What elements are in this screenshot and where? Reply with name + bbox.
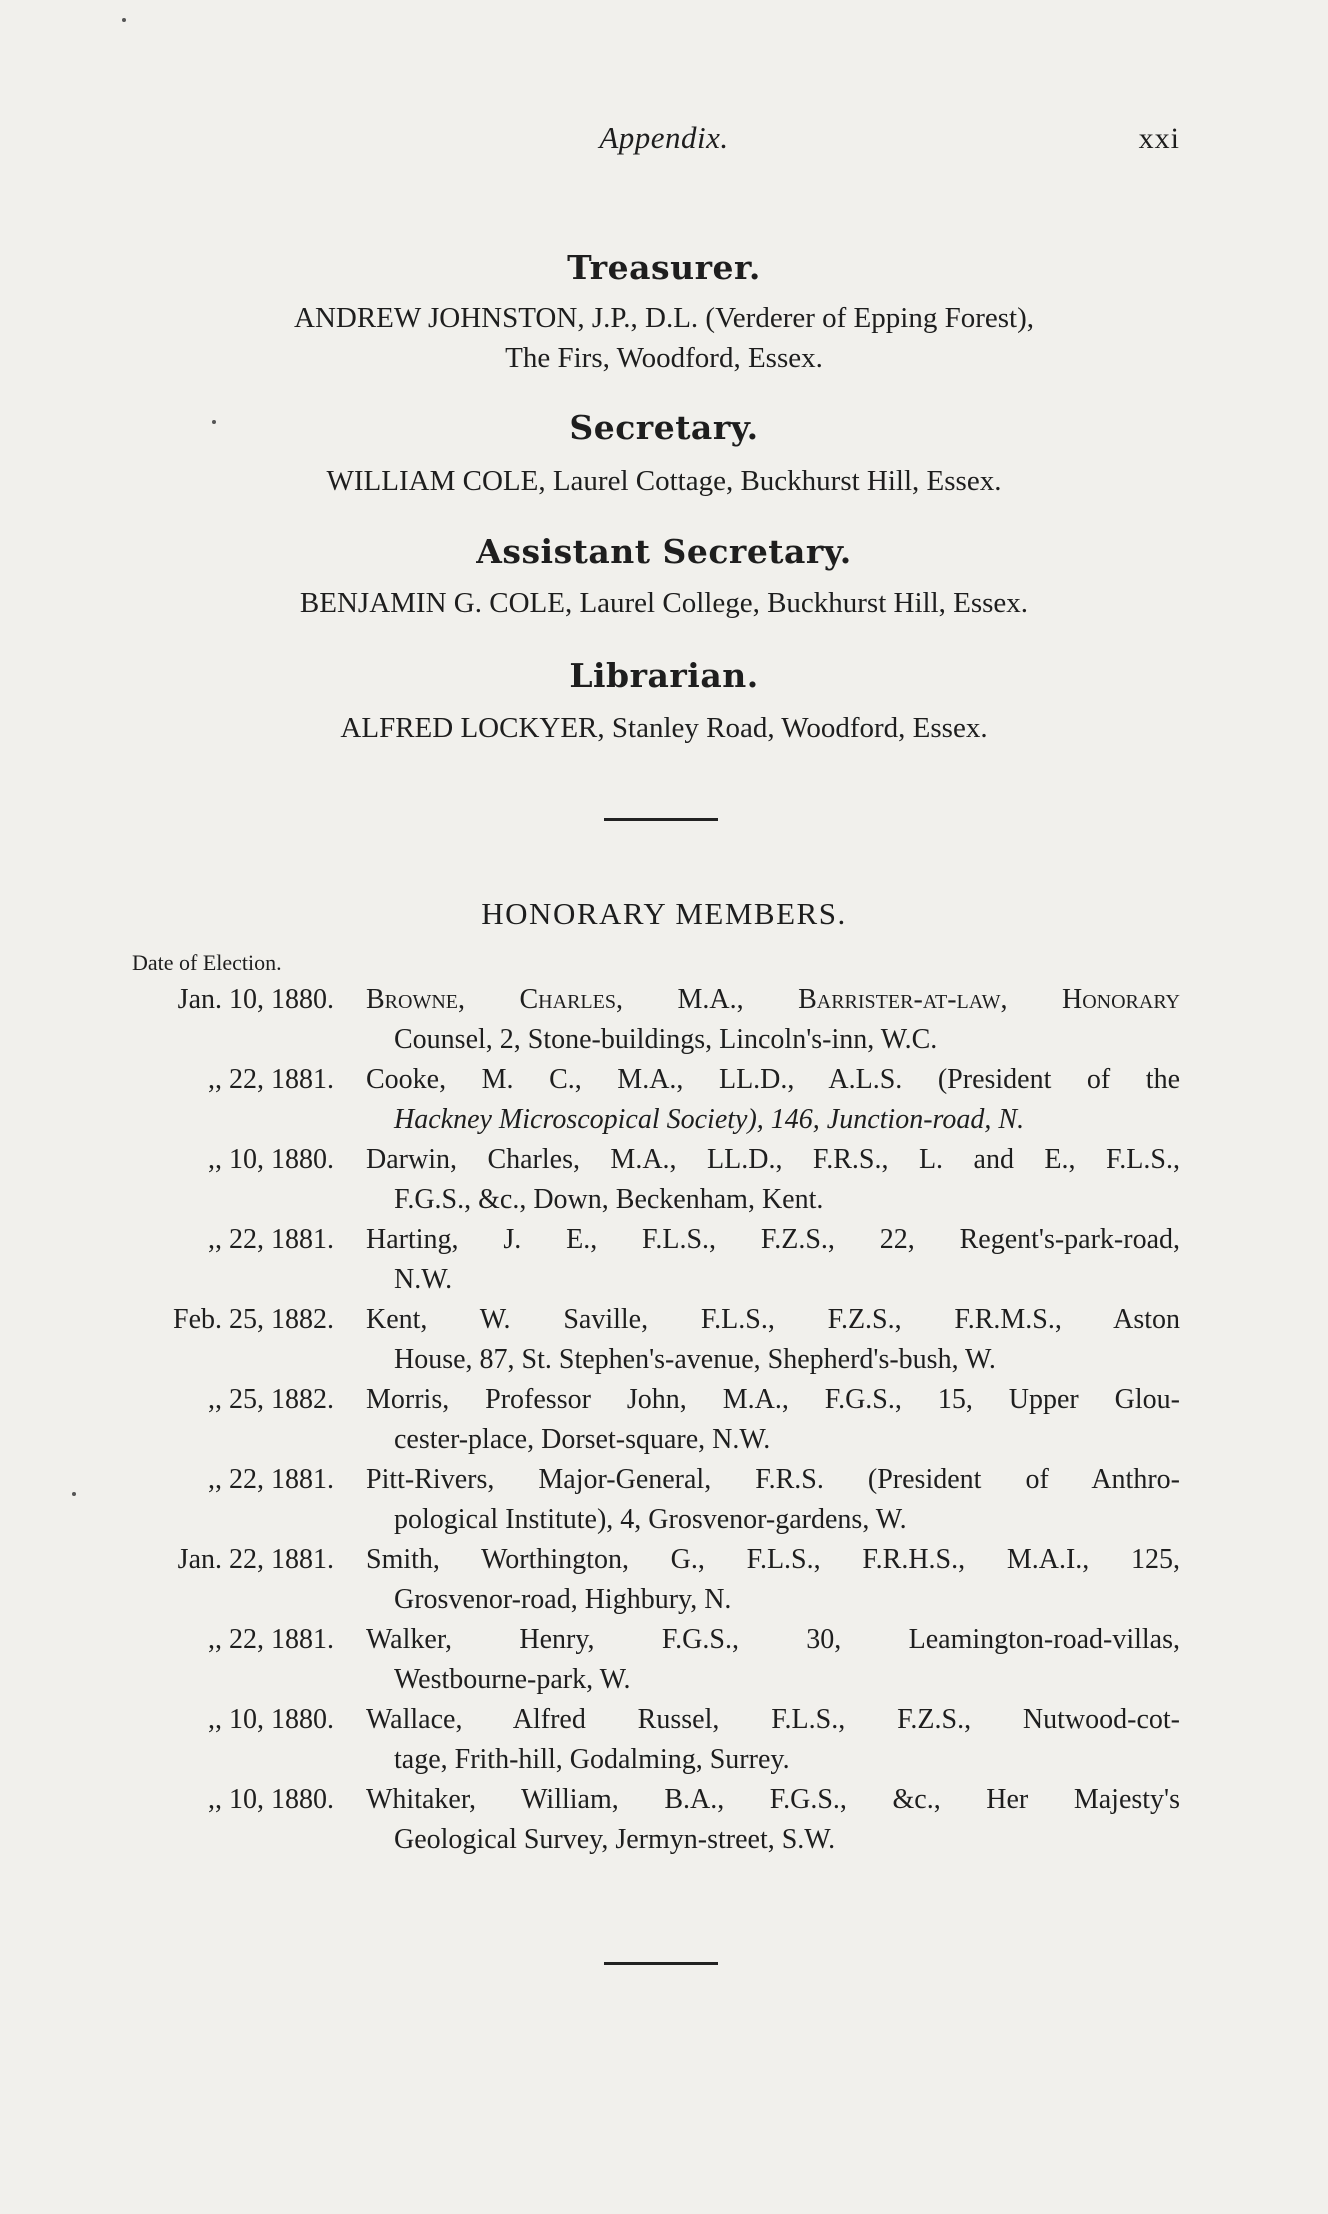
member-line-2: Counsel, 2, Stone-buildings, Lincoln's-inn, W.C. bbox=[394, 1024, 938, 1055]
election-date: ,, 22, 1881. bbox=[208, 1224, 334, 1255]
member-line-1: Pitt-Rivers, Major-General, F.R.S. (President of Anthro- bbox=[366, 1464, 1180, 1495]
member-entry bbox=[0, 1300, 1328, 1380]
member-line-2: Hackney Microscopical Society), 146, Junction-road, N. bbox=[394, 1104, 1025, 1135]
page-number: xxi bbox=[1138, 122, 1180, 155]
member-line-2: House, 87, St. Stephen's-avenue, Shepherd's-bush, W. bbox=[394, 1344, 996, 1375]
member-line-1: Smith, Worthington, G., F.L.S., F.R.H.S., M.A.I., 125, bbox=[366, 1544, 1180, 1575]
election-date: ,, 22, 1881. bbox=[208, 1624, 334, 1655]
member-line-1: Browne, Charles, M.A., Barrister-at-law, Honorary bbox=[366, 984, 1180, 1015]
election-date: Feb. 25, 1882. bbox=[173, 1304, 334, 1335]
date-of-election-heading: Date of Election. bbox=[132, 950, 282, 975]
section-divider-top bbox=[604, 818, 718, 821]
election-date: Jan. 22, 1881. bbox=[177, 1544, 334, 1575]
member-line-1: Cooke, M. C., M.A., LL.D., A.L.S. (President of the bbox=[366, 1064, 1180, 1095]
member-text bbox=[366, 1460, 1180, 1540]
member-text bbox=[366, 1780, 1180, 1860]
member-line-2: Geological Survey, Jermyn-street, S.W. bbox=[394, 1824, 836, 1855]
member-line-2: Westbourne-park, W. bbox=[394, 1664, 631, 1695]
member-entry bbox=[0, 1060, 1328, 1140]
member-line-2: pological Institute), 4, Grosvenor-gardens, W. bbox=[394, 1504, 907, 1535]
member-entry bbox=[0, 1380, 1328, 1460]
section-divider-bottom bbox=[604, 1962, 718, 1965]
member-text bbox=[366, 1300, 1180, 1380]
assistant-secretary-heading: Assistant Secretary. bbox=[476, 532, 852, 571]
member-entry bbox=[0, 1700, 1328, 1780]
member-line-1: Wallace, Alfred Russel, F.L.S., F.Z.S., Nutwood-cot- bbox=[366, 1704, 1180, 1735]
member-line-1: Darwin, Charles, M.A., LL.D., F.R.S., L. and E., F.L.S., bbox=[366, 1144, 1180, 1175]
member-line-2: tage, Frith-hill, Godalming, Surrey. bbox=[394, 1744, 790, 1775]
assistant-secretary-line-1: BENJAMIN G. COLE, Laurel College, Buckhurst Hill, Essex. bbox=[299, 587, 1029, 619]
member-text bbox=[366, 980, 1180, 1060]
election-date: ,, 22, 1881. bbox=[208, 1464, 334, 1495]
treasurer-heading: Treasurer. bbox=[567, 248, 761, 287]
treasurer-line-2: The Firs, Woodford, Essex. bbox=[505, 342, 823, 374]
member-entry bbox=[0, 1620, 1328, 1700]
print-speck bbox=[72, 1492, 76, 1496]
election-date: ,, 22, 1881. bbox=[208, 1064, 334, 1095]
member-text bbox=[366, 1700, 1180, 1780]
member-entry bbox=[0, 1540, 1328, 1620]
honorary-members-list bbox=[0, 980, 1328, 1860]
treasurer-line-1: ANDREW JOHNSTON, J.P., D.L. (Verderer of Epping Forest), bbox=[294, 302, 1034, 334]
election-date: ,, 25, 1882. bbox=[208, 1384, 334, 1415]
member-text bbox=[366, 1060, 1180, 1140]
member-text bbox=[366, 1140, 1180, 1220]
member-entry bbox=[0, 1460, 1328, 1540]
member-line-2: F.G.S., &c., Down, Beckenham, Kent. bbox=[394, 1184, 824, 1215]
member-line-1: Harting, J. E., F.L.S., F.Z.S., 22, Regent's-park-road, bbox=[366, 1224, 1180, 1255]
member-line-2: N.W. bbox=[394, 1264, 453, 1295]
election-date: Jan. 10, 1880. bbox=[177, 984, 334, 1015]
member-line-2: cester-place, Dorset-square, N.W. bbox=[394, 1424, 771, 1455]
member-text bbox=[366, 1380, 1180, 1460]
member-line-1: Whitaker, William, B.A., F.G.S., &c., Her Majesty's bbox=[366, 1784, 1180, 1815]
election-date: ,, 10, 1880. bbox=[208, 1704, 334, 1735]
member-entry bbox=[0, 980, 1328, 1060]
election-date: ,, 10, 1880. bbox=[208, 1784, 334, 1815]
member-entry bbox=[0, 1140, 1328, 1220]
librarian-heading: Librarian. bbox=[569, 656, 759, 695]
secretary-heading: Secretary. bbox=[569, 408, 759, 447]
member-line-1: Morris, Professor John, M.A., F.G.S., 15, Upper Glou- bbox=[366, 1384, 1180, 1415]
print-speck bbox=[212, 420, 216, 424]
election-date: ,, 10, 1880. bbox=[208, 1144, 334, 1175]
member-text bbox=[366, 1220, 1180, 1300]
member-entry bbox=[0, 1220, 1328, 1300]
honorary-members-title: HONORARY MEMBERS. bbox=[481, 896, 847, 931]
secretary-line-1: WILLIAM COLE, Laurel Cottage, Buckhurst Hill, Essex. bbox=[326, 465, 1002, 497]
member-entry bbox=[0, 1780, 1328, 1860]
member-line-2: Grosvenor-road, Highbury, N. bbox=[394, 1584, 732, 1615]
librarian-line-1: ALFRED LOCKYER, Stanley Road, Woodford, Essex. bbox=[340, 712, 988, 744]
member-line-1: Walker, Henry, F.G.S., 30, Leamington-road-villas, bbox=[366, 1624, 1180, 1655]
print-speck bbox=[122, 18, 126, 22]
running-header-title: Appendix. bbox=[599, 120, 729, 155]
member-text bbox=[366, 1540, 1180, 1620]
member-line-1: Kent, W. Saville, F.L.S., F.Z.S., F.R.M.S., Aston bbox=[366, 1304, 1180, 1335]
member-text bbox=[366, 1620, 1180, 1700]
